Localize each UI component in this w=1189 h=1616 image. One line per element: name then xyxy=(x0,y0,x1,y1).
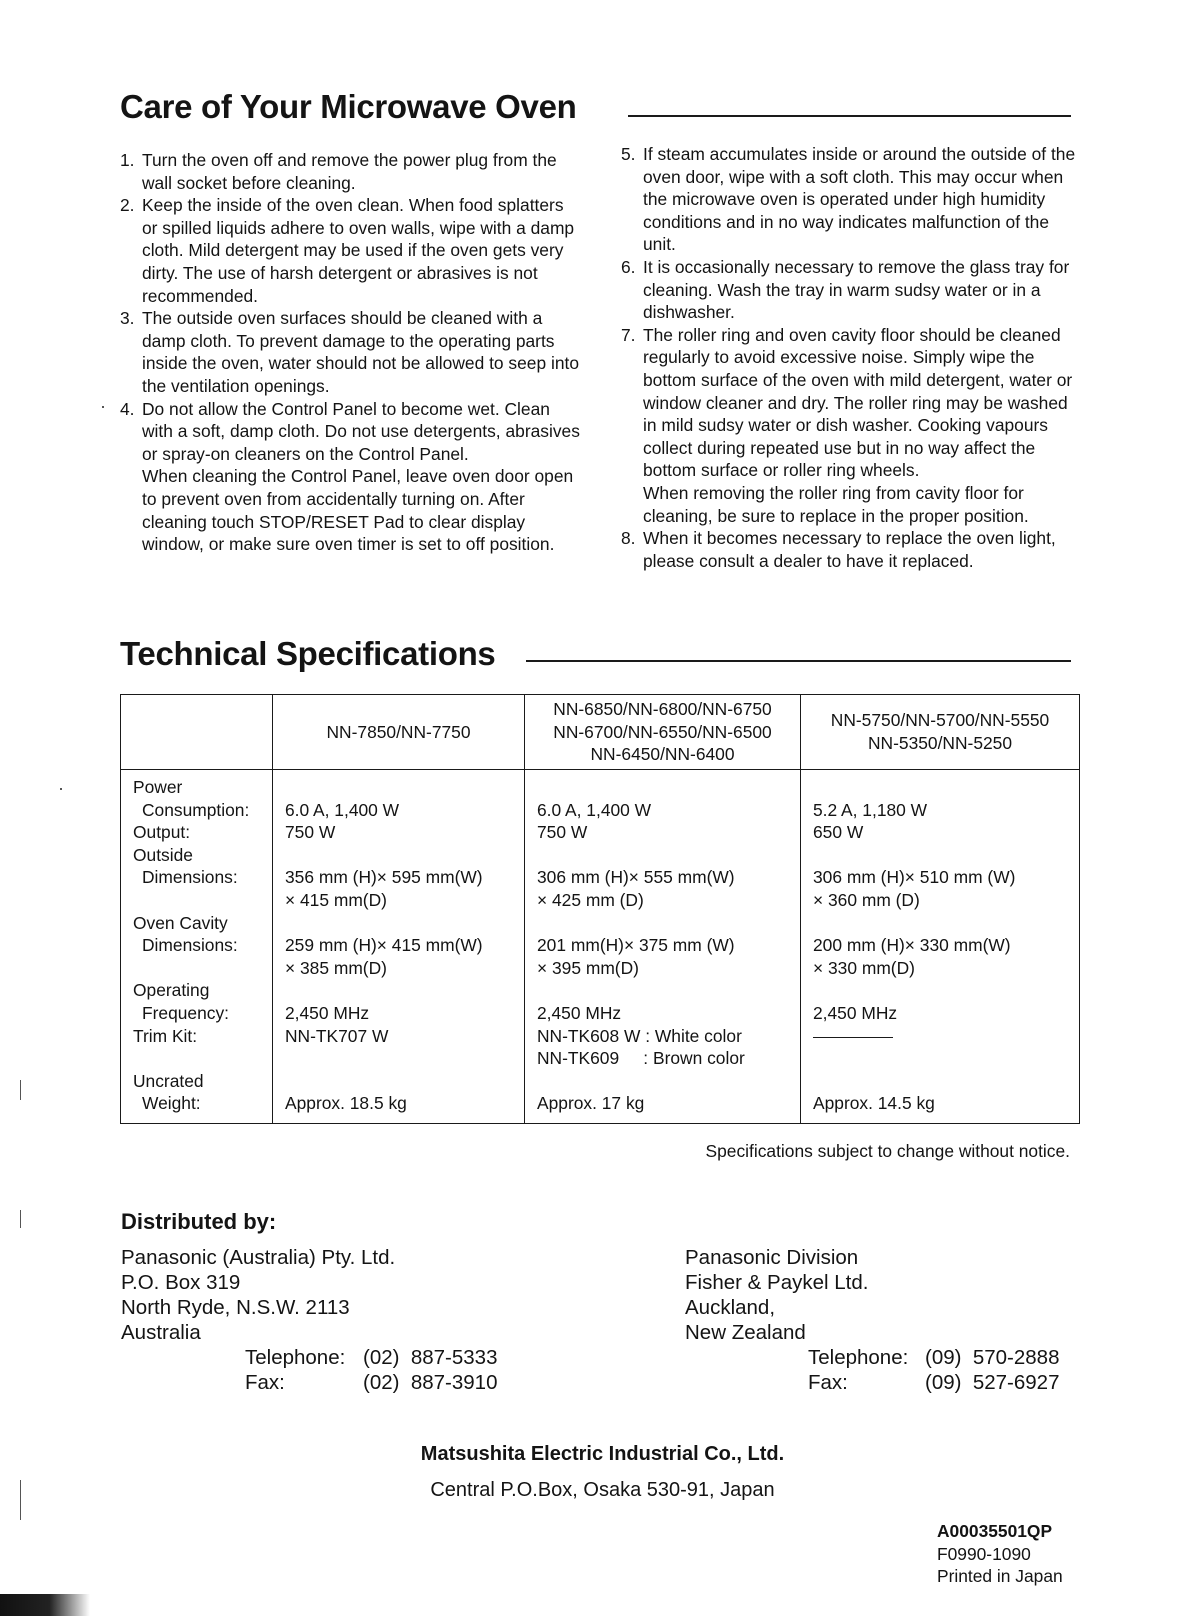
distributor-australia: Panasonic (Australia) Pty. Ltd. P.O. Box 319 North Ryde, N.S.W. 2113 Australia Telephone: (02) 887-5333 Fax: (02) 887-3910 xyxy=(121,1246,498,1394)
scan-speck xyxy=(20,1210,21,1228)
manufacturer-name: Matsushita Electric Industrial Co., Ltd. xyxy=(420,1443,785,1465)
care-item: 4. Do not allow the Control Panel to become wet. Clean with a soft, damp cloth. Do not use detergents, abrasives or spray-on cleaners on the Control Panel. When cleaning the Control Panel, leave oven door open to prevent oven from accidentally turning on. After cleaning touch STOP/RESET Pad to clear display window, or make sure oven timer is set to off position. xyxy=(120,398,580,555)
specs-table xyxy=(120,694,1080,1124)
care-title: Care of Your Microwave Oven xyxy=(120,88,577,125)
specs-values-cell: 6.0 A, 1,400 W 750 W 356 mm (H)× 595 mm(W) × 415 mm(D) 259 mm (H)× 415 mm(W) × 385 mm(D) 2,450 MHz NN-TK707 W Approx. 18.5 kg xyxy=(273,770,525,1124)
document-codes: A00035501QP F0990-1090 Printed in Japan xyxy=(937,1521,1063,1587)
scan-speck xyxy=(20,1080,21,1100)
specs-labels-cell: Power Consumption: Output: Outside Dimensions: Oven Cavity Dimensions: Operating Frequency: Trim Kit: Uncrated Weight: xyxy=(121,770,273,1124)
care-list-right xyxy=(621,143,1081,572)
scan-artifact xyxy=(0,1594,90,1616)
care-item: 3. The outside oven surfaces should be cleaned with a damp cloth. To prevent damage to the operating parts inside the oven, water should not be allowed to seep into the ventilation openings. xyxy=(120,308,579,396)
specs-header-row xyxy=(121,695,1080,770)
scan-speck xyxy=(60,788,62,790)
care-item: 6. It is occasionally necessary to remove the glass tray for cleaning. Wash the tray in warm sudsy water or in a dishwasher. xyxy=(621,256,1070,323)
distributor-new-zealand: Panasonic Division Fisher & Paykel Ltd. Auckland, New Zealand Telephone: (09) 570-2888 Fax: (09) 527-6927 xyxy=(685,1246,1060,1394)
distributed-title: Distributed by: xyxy=(121,1209,277,1234)
scan-speck xyxy=(20,1480,21,1520)
specs-model-header: NN-5750/NN-5700/NN-5550 NN-5350/NN-5250 xyxy=(801,695,1080,770)
care-title-rule xyxy=(628,115,1071,117)
specs-model-header: NN-6850/NN-6800/NN-6750 NN-6700/NN-6550/NN-6500 NN-6450/NN-6400 xyxy=(525,695,801,770)
specs-note: Specifications subject to change without notice. xyxy=(705,1141,1070,1161)
care-item: 2. Keep the inside of the oven clean. When food splatters or spilled liquids adhere to oven walls, wipe with a damp cloth. Mild detergent may be used if the oven gets very dirty. The use of harsh detergent or abrasives is not recommended. xyxy=(120,195,575,306)
specs-values-cell: 6.0 A, 1,400 W 750 W 306 mm (H)× 555 mm(W) × 425 mm (D) 201 mm(H)× 375 mm (W) × 395 mm(D) 2,450 MHz NN-TK608 W : White color NN-TK609 : Brown color Approx. 17 kg xyxy=(525,770,801,1124)
manufacturer-address: Central P.O.Box, Osaka 530-91, Japan xyxy=(430,1479,775,1501)
specs-header-blank xyxy=(121,695,273,770)
specs-values-cell: 5.2 A, 1,180 W 650 W 306 mm (H)× 510 mm (W) × 360 mm (D) 200 mm (H)× 330 mm(W) × 330 mm(D) 2,450 MHz Approx. 14.5 kg xyxy=(801,770,1080,1124)
specs-title-rule xyxy=(526,660,1071,662)
specs-model-header: NN-7850/NN-7750 xyxy=(273,695,525,770)
trim-none-dash xyxy=(813,1025,1079,1048)
care-item: 5. If steam accumulates inside or around the outside of the oven door, wipe with a soft cloth. This may occur when the microwave oven is operated under high humidity conditions and in no way indicates malfunction of the unit. xyxy=(621,144,1076,255)
scan-speck xyxy=(102,406,104,408)
specs-body-row xyxy=(121,770,1080,1124)
care-item: 1. Turn the oven off and remove the power plug from the wall socket before cleaning. xyxy=(120,150,557,193)
care-item: 7. The roller ring and oven cavity floor should be cleaned regularly to avoid excessive noise. Simply wipe the bottom surface of the oven with mild detergent, water or window cleaner and dry. The roller ring may be washed in mild sudsy water or dish washer. Cooking vapours collect during repeated use but in no way affect the bottom surface or roller ring wheels. When removing the roller ring from cavity floor for cleaning, be sure to replace in the proper position. xyxy=(621,324,1073,526)
care-item: 8. When it becomes necessary to replace the oven light, please consult a dealer to have it replaced. xyxy=(621,528,1056,571)
specs-title: Technical Specifications xyxy=(120,635,496,672)
care-list-left xyxy=(120,149,582,556)
